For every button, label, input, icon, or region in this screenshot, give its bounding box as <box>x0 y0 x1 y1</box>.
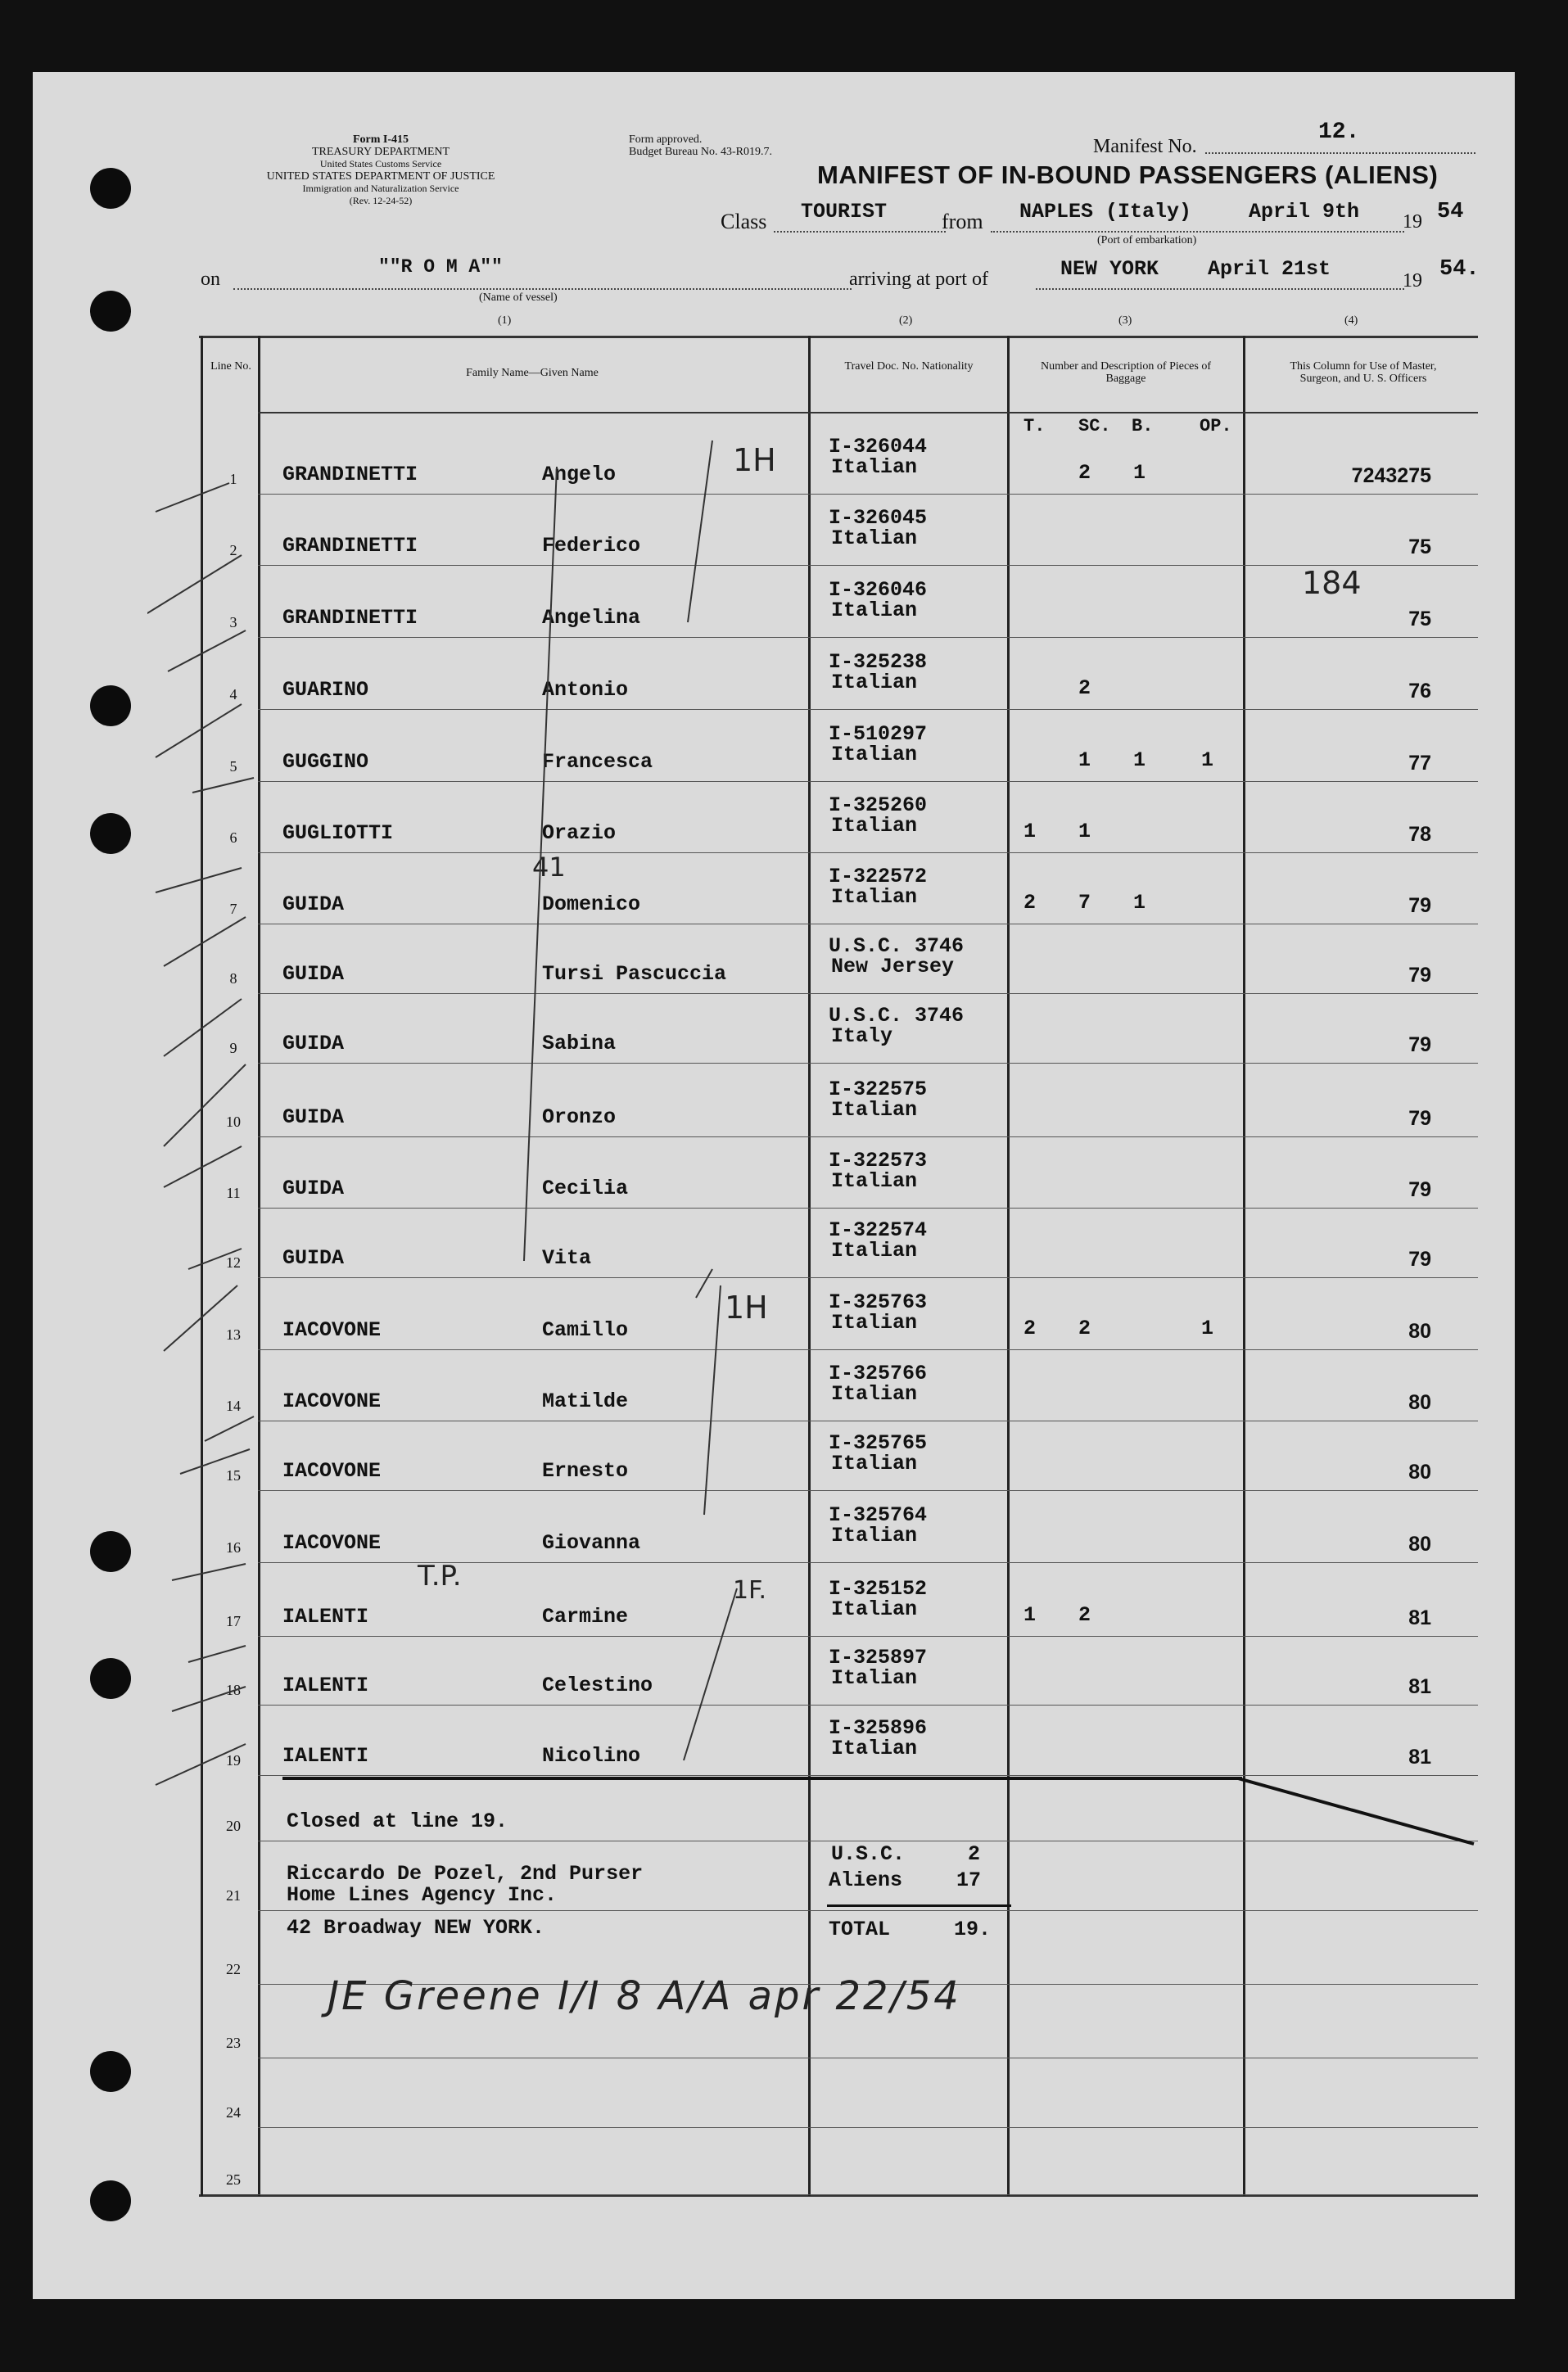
line-number: 6 <box>229 829 237 846</box>
officer-column-value: 78 <box>1408 823 1431 846</box>
justice-dept: UNITED STATES DEPARTMENT OF JUSTICE <box>266 170 495 183</box>
family-name: GUGLIOTTI <box>282 821 394 845</box>
line-number: 1 <box>229 471 237 487</box>
line-number: 12 <box>226 1254 241 1271</box>
family-name: GUIDA <box>282 1246 345 1270</box>
usc-label: U.S.C. <box>831 1842 906 1866</box>
officer-column-value: 79 <box>1408 1033 1431 1056</box>
officer-column-value: 81 <box>1408 1746 1431 1769</box>
nationality: Italy <box>831 1024 893 1048</box>
manifest-no-label: Manifest No. <box>1093 136 1197 157</box>
travel-doc-number: I-325238 <box>829 650 928 674</box>
given-name: Camillo <box>542 1318 629 1342</box>
nationality: Italian <box>831 1524 918 1547</box>
vessel-name: ""R O M A"" <box>378 256 503 278</box>
officer-column-value: 77 <box>1408 752 1431 775</box>
family-name: IACOVONE <box>282 1531 382 1555</box>
line-number: 3 <box>229 614 237 630</box>
header-officers: This Column for Use of Master, Surgeon, and U. S. Officers <box>1290 360 1437 385</box>
officer-column-value: 80 <box>1408 1461 1431 1484</box>
given-name: Domenico <box>542 892 641 916</box>
baggage-b-header: B. <box>1132 416 1154 436</box>
baggage-sc: 7 <box>1078 891 1091 915</box>
line-number: 7 <box>229 901 237 917</box>
family-name: GUIDA <box>282 962 345 986</box>
officer-column-value: 75 <box>1408 535 1431 558</box>
given-name: Antonio <box>542 678 629 702</box>
usc-count: 2 <box>968 1842 981 1866</box>
vessel-caption: (Name of vessel) <box>479 291 558 304</box>
from-label: from <box>942 210 983 233</box>
agency-address: 42 Broadway NEW YORK. <box>287 1916 545 1940</box>
officer-column-value: 79 <box>1408 1248 1431 1271</box>
travel-doc-number: I-325152 <box>829 1577 928 1601</box>
nationality: Italian <box>831 1098 918 1122</box>
family-name: IACOVONE <box>282 1459 382 1483</box>
binder-hole <box>90 2180 131 2221</box>
line-number: 22 <box>226 1961 241 1977</box>
officer-column-value: 79 <box>1408 894 1431 917</box>
revision-date: (Rev. 12-24-52) <box>349 195 413 206</box>
mark-1h-upper: 1H <box>733 442 776 478</box>
total-label: TOTAL <box>829 1918 891 1941</box>
form-approved: Form approved. <box>629 133 703 146</box>
line-number: 8 <box>229 970 237 987</box>
officer-column-value: 80 <box>1408 1320 1431 1343</box>
nationality: Italian <box>831 1169 918 1193</box>
line-number: 15 <box>226 1467 241 1484</box>
baggage-t: 1 <box>1023 820 1037 843</box>
given-name: Federico <box>542 534 641 558</box>
nationality: Italian <box>831 1666 918 1690</box>
baggage-t: 1 <box>1023 1603 1037 1627</box>
baggage-sc: 1 <box>1078 820 1091 843</box>
year-1: 54 <box>1437 200 1464 224</box>
pencil-check-marks <box>147 434 786 1809</box>
baggage-sc: 2 <box>1078 461 1091 485</box>
col-number-2: (2) <box>899 314 913 327</box>
travel-doc-number: I-322575 <box>829 1078 928 1101</box>
row-divider <box>258 2127 1478 2128</box>
line-number: 17 <box>226 1613 241 1629</box>
col-number-1: (1) <box>498 314 512 327</box>
officer-column-value: 79 <box>1408 964 1431 987</box>
baggage-sc: 2 <box>1078 1317 1091 1340</box>
agency-name: Home Lines Agency Inc. <box>287 1883 558 1907</box>
line-number: 24 <box>226 2104 241 2121</box>
nationality: New Jersey <box>831 955 955 978</box>
nationality: Italian <box>831 526 918 550</box>
line-number: 11 <box>226 1185 241 1201</box>
nationality: Italian <box>831 599 918 622</box>
line-number: 20 <box>226 1818 241 1834</box>
family-name: GUIDA <box>282 1105 345 1129</box>
travel-doc-number: I-325764 <box>829 1503 928 1527</box>
line-number: 19 <box>226 1752 241 1769</box>
baggage-b: 1 <box>1133 891 1146 915</box>
officer-column-value: 81 <box>1408 1675 1431 1698</box>
family-name: GUARINO <box>282 678 369 702</box>
given-name: Cecilia <box>542 1177 629 1200</box>
header-baggage: Number and Description of Pieces of Baggage <box>1041 360 1211 385</box>
travel-doc-number: U.S.C. 3746 <box>829 1004 965 1028</box>
line-number: 25 <box>226 2171 241 2188</box>
manifest-no-value: 12. <box>1318 120 1360 145</box>
given-name: Angelina <box>542 606 641 630</box>
travel-doc-number: I-325897 <box>829 1646 928 1669</box>
travel-doc-number: I-326044 <box>829 435 928 459</box>
line-number: 23 <box>226 2035 241 2051</box>
nationality: Italian <box>831 1239 918 1263</box>
travel-doc-number: I-326046 <box>829 578 928 602</box>
binder-hole <box>90 1658 131 1699</box>
family-name: IACOVONE <box>282 1318 382 1342</box>
treasury-dept: TREASURY DEPARTMENT <box>311 146 450 158</box>
given-name: Celestino <box>542 1674 653 1697</box>
binder-hole <box>90 813 131 854</box>
baggage-t: 2 <box>1023 1317 1037 1340</box>
officer-note-184: 184 <box>1302 565 1362 601</box>
line-number: 9 <box>229 1040 237 1056</box>
binder-hole <box>90 2051 131 2092</box>
port-caption: (Port of embarkation) <box>1097 234 1197 246</box>
header-travel-doc: Travel Doc. No. Nationality <box>844 360 974 373</box>
nationality: Italian <box>831 1452 918 1475</box>
year-prefix-2: 19 <box>1403 270 1422 291</box>
line-number: 18 <box>226 1682 241 1698</box>
class-label: Class <box>721 210 767 233</box>
ins-service: Immigration and Naturalization Service <box>302 183 459 194</box>
nationality: Italian <box>831 1382 918 1406</box>
baggage-t: 2 <box>1023 891 1037 915</box>
officer-column-value: 81 <box>1408 1606 1431 1629</box>
baggage-op-header: OP. <box>1200 416 1232 436</box>
travel-doc-number: I-322572 <box>829 865 928 888</box>
mark-tp: T.P. <box>418 1560 462 1593</box>
family-name: GUIDA <box>282 1032 345 1055</box>
baggage-sc-header: SC. <box>1078 416 1111 436</box>
given-name: Tursi Pascuccia <box>542 962 727 986</box>
travel-doc-number: I-510297 <box>829 722 928 746</box>
family-name: IALENTI <box>282 1674 369 1697</box>
inspector-signature: JE Greene I/I 8 A/A apr 22/54 <box>328 1973 961 2019</box>
line-number: 14 <box>226 1398 241 1414</box>
given-name: Sabina <box>542 1032 617 1055</box>
customs-service: United States Customs Service <box>319 158 442 169</box>
line-number: 4 <box>229 686 237 703</box>
mark-41: 41 <box>532 852 566 883</box>
baggage-b: 1 <box>1133 748 1146 772</box>
arrival-port: NEW YORK <box>1060 257 1159 281</box>
class-value: TOURIST <box>801 200 888 224</box>
nationality: Italian <box>831 814 918 838</box>
arrival-date: April 21st <box>1208 257 1331 281</box>
nationality: Italian <box>831 455 918 479</box>
given-name: Orazio <box>542 821 617 845</box>
baggage-sc: 2 <box>1078 1603 1091 1627</box>
officer-column-value: 80 <box>1408 1533 1431 1556</box>
family-name: IALENTI <box>282 1744 369 1768</box>
travel-doc-number: I-326045 <box>829 506 928 530</box>
given-name: Carmine <box>542 1605 629 1629</box>
travel-doc-number: U.S.C. 3746 <box>829 934 965 958</box>
row-divider <box>258 2194 1478 2195</box>
travel-doc-number: I-325763 <box>829 1290 928 1314</box>
given-name: Matilde <box>542 1389 629 1413</box>
family-name: GRANDINETTI <box>282 606 418 630</box>
row-divider <box>258 1910 1478 1911</box>
given-name: Ernesto <box>542 1459 629 1483</box>
line-number: 5 <box>229 758 237 775</box>
baggage-op: 1 <box>1201 1317 1214 1340</box>
family-name: GUIDA <box>282 1177 345 1200</box>
total-count: 19. <box>954 1918 992 1941</box>
travel-doc-number: I-325260 <box>829 793 928 817</box>
nationality: Italian <box>831 885 918 909</box>
mark-1h-lower: 1H <box>725 1290 768 1326</box>
binder-hole <box>90 1531 131 1572</box>
binder-hole <box>90 685 131 726</box>
nationality: Italian <box>831 1311 918 1335</box>
line-number: 10 <box>226 1114 241 1130</box>
aliens-label: Aliens <box>829 1868 903 1892</box>
embarkation-date: April 9th <box>1249 200 1360 224</box>
port-of-embarkation: NAPLES (Italy) <box>1019 200 1192 224</box>
family-name: GUIDA <box>282 892 345 916</box>
manifest-title: MANIFEST OF IN-BOUND PASSENGERS (ALIENS) <box>817 160 1439 189</box>
given-name: Nicolino <box>542 1744 641 1768</box>
given-name: Francesca <box>542 750 653 774</box>
header-line-no: Line No. <box>210 360 251 373</box>
officer-column-value: 76 <box>1408 680 1431 703</box>
family-name: GUGGINO <box>282 750 369 774</box>
given-name: Oronzo <box>542 1105 617 1129</box>
form-number: Form I-415 <box>352 133 409 146</box>
baggage-t-header: T. <box>1023 416 1046 436</box>
baggage-sc: 1 <box>1078 748 1091 772</box>
travel-doc-number: I-322573 <box>829 1149 928 1172</box>
nationality: Italian <box>831 743 918 766</box>
line-number: 2 <box>229 542 237 558</box>
header-name: Family Name—Given Name <box>466 367 599 379</box>
baggage-sc: 2 <box>1078 676 1091 700</box>
line-number: 13 <box>226 1326 241 1343</box>
year-2: 54. <box>1439 257 1480 282</box>
nationality: Italian <box>831 1737 918 1760</box>
purser-name: Riccardo De Pozel, 2nd Purser <box>287 1862 644 1886</box>
closed-at-line: Closed at line 19. <box>287 1809 508 1833</box>
binder-hole <box>90 168 131 209</box>
mark-1f: 1F. <box>733 1576 767 1605</box>
officer-column-value: 79 <box>1408 1178 1431 1201</box>
year-prefix-1: 19 <box>1403 211 1422 233</box>
family-name: GRANDINETTI <box>282 463 418 486</box>
binder-hole <box>90 291 131 332</box>
nationality: Italian <box>831 671 918 694</box>
col-number-4: (4) <box>1344 314 1358 327</box>
nationality: Italian <box>831 1597 918 1621</box>
family-name: IALENTI <box>282 1605 369 1629</box>
col-number-3: (3) <box>1118 314 1132 327</box>
officer-column-value: 80 <box>1408 1391 1431 1414</box>
given-name: Vita <box>542 1246 592 1270</box>
travel-doc-number: I-325765 <box>829 1431 928 1455</box>
officer-column-value: 79 <box>1408 1107 1431 1130</box>
officer-column-value: 7243275 <box>1351 464 1431 487</box>
on-label: on <box>201 269 220 290</box>
budget-bureau: Budget Bureau No. 43-R019.7. <box>629 146 772 158</box>
family-name: IACOVONE <box>282 1389 382 1413</box>
travel-doc-number: I-325896 <box>829 1716 928 1740</box>
travel-doc-number: I-322574 <box>829 1218 928 1242</box>
baggage-b: 1 <box>1133 461 1146 485</box>
baggage-op: 1 <box>1201 748 1214 772</box>
arriving-label: arriving at port of <box>849 269 988 290</box>
given-name: Giovanna <box>542 1531 641 1555</box>
travel-doc-number: I-325766 <box>829 1362 928 1385</box>
line-number: 16 <box>226 1539 241 1556</box>
given-name: Angelo <box>542 463 617 486</box>
officer-column-value: 75 <box>1408 608 1431 630</box>
family-name: GRANDINETTI <box>282 534 418 558</box>
line-number: 21 <box>226 1887 241 1904</box>
closing-diagonal-line <box>1236 1769 1482 1850</box>
aliens-count: 17 <box>956 1868 982 1892</box>
